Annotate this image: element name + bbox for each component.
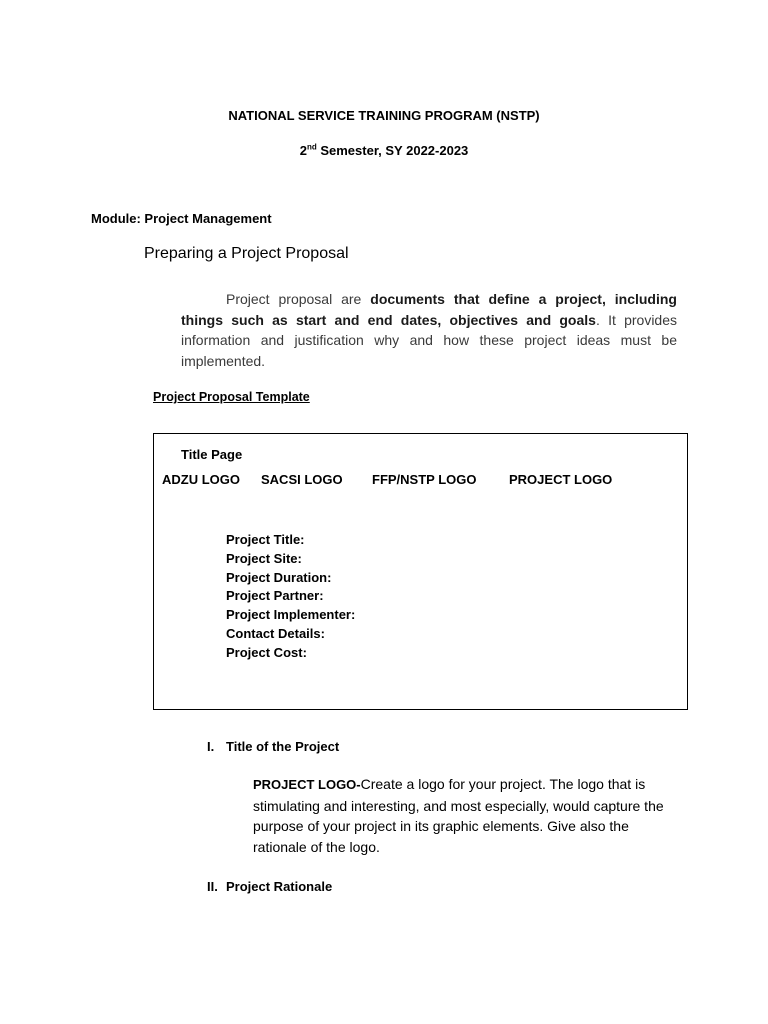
title-page-label: Title Page xyxy=(181,447,243,462)
intro-paragraph xyxy=(181,289,677,372)
module-label: Module: Project Management xyxy=(91,211,272,226)
template-heading: Project Proposal Template xyxy=(153,390,310,404)
project-logo-paragraph xyxy=(253,774,673,858)
project-logo-text: Create a logo for your project. The logo that is stimulating and interesting, and most especially, would capture the purpose of your project in its graphic elements. Give also the rationale of the logo. xyxy=(253,776,664,856)
semester-line xyxy=(0,143,768,158)
field-project-cost: Project Cost: xyxy=(226,645,307,660)
document-title: NATIONAL SERVICE TRAINING PROGRAM (NSTP) xyxy=(228,108,540,123)
logo-sacsi: SACSI LOGO xyxy=(261,472,343,487)
logo-ffp-nstp: FFP/NSTP LOGO xyxy=(372,472,477,487)
logo-project: PROJECT LOGO xyxy=(509,472,613,487)
field-project-site: Project Site: xyxy=(226,551,302,566)
section-2-title: Project Rationale xyxy=(226,879,333,894)
semester-text: Semester, SY 2022-2023 xyxy=(316,143,469,158)
section-heading: Preparing a Project Proposal xyxy=(144,245,349,262)
project-logo-label: PROJECT LOGO- xyxy=(253,777,361,792)
semester-number: 2 xyxy=(299,143,307,158)
semester-ordinal: nd xyxy=(306,142,317,152)
logo-adzu: ADZU LOGO xyxy=(162,472,240,487)
field-project-title: Project Title: xyxy=(226,532,305,547)
field-project-duration: Project Duration: xyxy=(226,570,332,585)
section-2-number: II. xyxy=(207,879,218,894)
intro-bold-text: documents that define a project, including things such as start and end dates, objectives and goals xyxy=(181,291,677,328)
intro-text-start: Project proposal are xyxy=(226,291,371,307)
field-project-partner: Project Partner: xyxy=(226,588,324,603)
section-1-number: I. xyxy=(207,739,215,754)
section-1-title: Title of the Project xyxy=(226,739,340,754)
field-project-implementer: Project Implementer: xyxy=(226,607,356,622)
field-contact-details: Contact Details: xyxy=(226,626,325,641)
intro-text-end: . It provides information and justification why and how these project ideas must be implemented. xyxy=(181,311,678,370)
